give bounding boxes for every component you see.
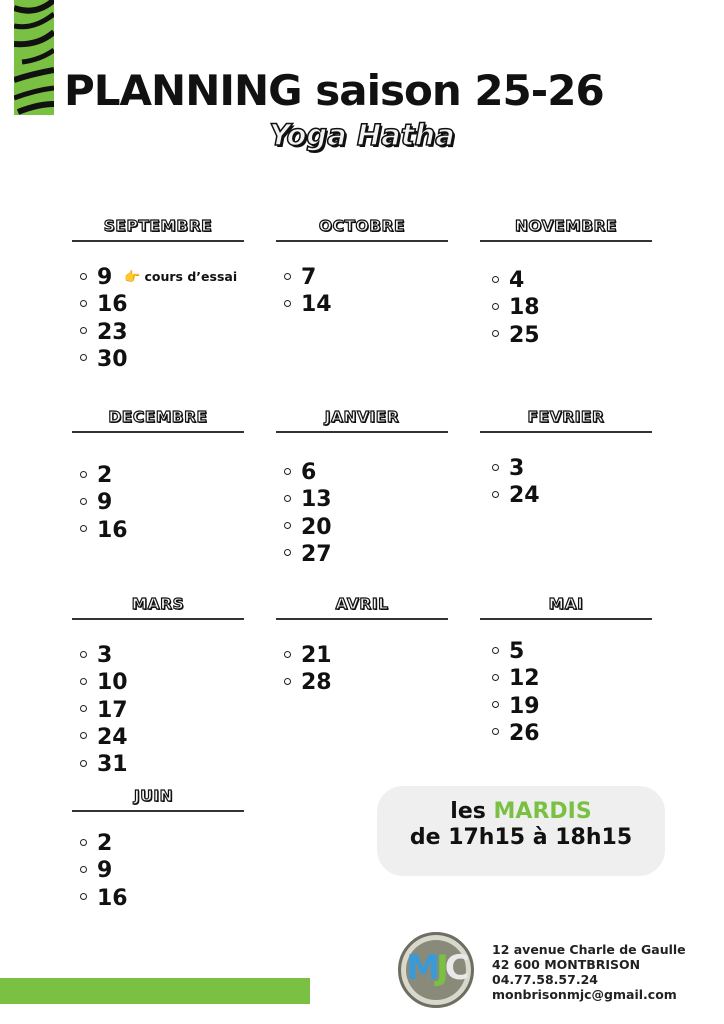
page-title: PLANNING saison 25-26 — [64, 66, 604, 115]
month-block-decembre — [72, 405, 244, 543]
trial-class-note: cours d’essai — [144, 269, 238, 284]
date-item: 16 — [80, 291, 237, 318]
contact-city: 42 600 MONTBRISON — [492, 957, 641, 972]
contact-street: 12 avenue Charle de Gaulle — [492, 942, 686, 957]
month-name: NOVEMBRE — [514, 217, 618, 235]
bullet-icon — [284, 300, 291, 307]
date-item: 14 — [284, 291, 332, 318]
month-divider — [276, 240, 448, 242]
bullet-icon — [284, 495, 291, 502]
zebra-corner-decoration — [14, 0, 54, 115]
date-item: 3 — [80, 642, 128, 669]
bullet-icon — [492, 647, 499, 654]
date-item: 19 — [492, 693, 540, 720]
month-name: JUIN — [134, 787, 174, 805]
month-block-janvier — [276, 405, 448, 567]
bullet-icon — [80, 866, 87, 873]
month-block-septembre — [72, 214, 244, 372]
schedule-day: MARDIS — [493, 799, 592, 824]
bullet-icon — [80, 525, 87, 532]
contact-email[interactable]: monbrisonmjc@gmail.com — [492, 987, 677, 1002]
mjc-logo: MJC — [398, 932, 474, 1008]
contact-phone: 04.77.58.57.24 — [492, 972, 598, 987]
bullet-icon — [492, 728, 499, 735]
date-item: 30 — [80, 346, 237, 373]
date-item: 25 — [492, 322, 540, 349]
bullet-icon — [80, 893, 87, 900]
bullet-icon — [492, 491, 499, 498]
contact-info — [492, 942, 686, 1002]
bullet-icon — [284, 651, 291, 658]
date-item: 6 — [284, 459, 332, 486]
month-name: JANVIER — [324, 408, 400, 426]
month-block-mai — [480, 592, 652, 746]
page-subtitle: Yoga Hatha — [269, 118, 455, 152]
date-item: 2 — [80, 830, 128, 857]
schedule-days — [377, 799, 665, 824]
bullet-icon — [284, 549, 291, 556]
month-block-juin — [72, 784, 244, 911]
bottom-accent-bar — [0, 978, 310, 1004]
month-name: DECEMBRE — [108, 408, 208, 426]
date-item: 13 — [284, 486, 332, 513]
date-item: 17 — [80, 697, 128, 724]
bullet-icon — [80, 732, 87, 739]
pointing-hand-icon: 👉 — [124, 270, 141, 285]
month-divider — [276, 618, 448, 620]
date-item: 31 — [80, 751, 128, 778]
bullet-icon — [80, 300, 87, 307]
month-block-fevrier — [480, 405, 652, 509]
date-item: 28 — [284, 669, 332, 696]
date-item: 3 — [492, 455, 540, 482]
date-item: 10 — [80, 669, 128, 696]
date-item: 24 — [492, 482, 540, 509]
date-item: 23 — [80, 319, 237, 346]
bullet-icon — [492, 330, 499, 337]
bullet-icon — [492, 276, 499, 283]
date-item: 16 — [80, 885, 128, 912]
month-name: AVRIL — [335, 595, 389, 613]
bullet-icon — [80, 471, 87, 478]
bullet-icon — [492, 701, 499, 708]
bullet-icon — [284, 522, 291, 529]
bullet-icon — [80, 678, 87, 685]
bullet-icon — [284, 468, 291, 475]
month-name: MAI — [548, 595, 584, 613]
bullet-icon — [80, 354, 87, 361]
date-item: 16 — [80, 517, 128, 544]
bullet-icon — [492, 464, 499, 471]
month-block-novembre — [480, 214, 652, 348]
date-item: 9 — [80, 857, 128, 884]
month-divider — [480, 618, 652, 620]
bullet-icon — [284, 273, 291, 280]
bullet-icon — [80, 839, 87, 846]
date-item: 24 — [80, 724, 128, 751]
bullet-icon — [284, 678, 291, 685]
month-divider — [72, 810, 244, 812]
month-divider — [72, 431, 244, 433]
date-item: 26 — [492, 720, 540, 747]
date-item: 7 — [284, 264, 332, 291]
date-item: 9 👉 cours d’essai — [80, 264, 237, 291]
schedule-prefix: les — [450, 799, 486, 824]
month-name: FEVRIER — [527, 408, 605, 426]
month-block-avril — [276, 592, 448, 696]
date-item: 12 — [492, 665, 540, 692]
bullet-icon — [492, 674, 499, 681]
bullet-icon — [80, 498, 87, 505]
bullet-icon — [492, 303, 499, 310]
date-item: 4 — [492, 267, 540, 294]
month-block-mars — [72, 592, 244, 778]
date-item: 27 — [284, 541, 332, 568]
month-divider — [72, 618, 244, 620]
month-name: MARS — [131, 595, 185, 613]
date-item: 5 — [492, 638, 540, 665]
date-item: 2 — [80, 462, 128, 489]
schedule-time: de 17h15 à 18h15 — [409, 825, 633, 850]
month-divider — [480, 431, 652, 433]
date-item: 18 — [492, 294, 540, 321]
schedule-box — [377, 786, 665, 876]
bullet-icon — [80, 327, 87, 334]
month-name: OCTOBRE — [318, 217, 406, 235]
bullet-icon — [80, 760, 87, 767]
month-divider — [276, 431, 448, 433]
month-name: SEPTEMBRE — [103, 217, 213, 235]
month-divider — [480, 240, 652, 242]
date-item: 21 — [284, 642, 332, 669]
month-divider — [72, 240, 244, 242]
bullet-icon — [80, 705, 87, 712]
bullet-icon — [80, 273, 87, 280]
date-item: 20 — [284, 514, 332, 541]
bullet-icon — [80, 651, 87, 658]
date-item: 9 — [80, 489, 128, 516]
month-block-octobre — [276, 214, 448, 318]
